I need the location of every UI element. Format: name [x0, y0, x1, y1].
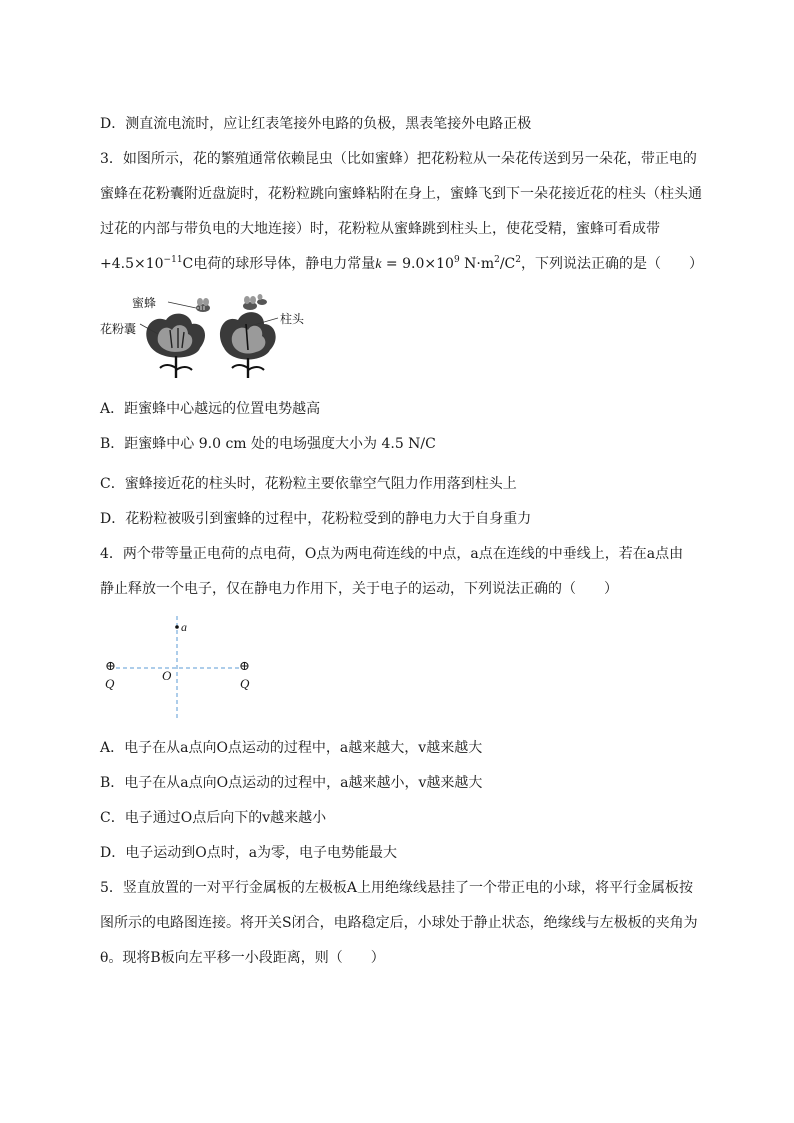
label-bee: 蜜蜂 [132, 296, 157, 310]
label-stigma: 柱头 [280, 312, 305, 326]
label-a: a [181, 620, 187, 634]
q3-stem-line4 [100, 254, 703, 275]
q3-k-symbol: k [375, 257, 382, 272]
q3-k-unit-exp: 2 [494, 255, 500, 265]
q4-charges-figure [100, 612, 260, 722]
q4-stem-line2: 静止释放一个电子，仅在静电力作用下，关于电子的运动，下列说法正确的（ ） [100, 581, 618, 597]
q3-k-unit2-exp: 2 [515, 255, 522, 265]
q3-stem-line1: 3．如图所示，花的繁殖通常依赖昆虫（比如蜜蜂）把花粉粒从一朵花传送到另一朵花，带正电的 [100, 151, 697, 167]
q3-stem-line4-text: C电荷的球形导体，静电力常量 [182, 256, 376, 272]
q4-option-a: A．电子在从a点向O点运动的过程中，a越来越大，v越来越大 [100, 740, 483, 756]
left-charge-icon: ⊕ [105, 659, 116, 674]
q3-option-c: C．蜜蜂接近花的柱头时，花粉粒主要依靠空气阻力作用落到柱头上 [100, 476, 517, 492]
q3-k-exponent: 9 [453, 255, 460, 265]
q3-option-d: D．花粉粒被吸引到蜜蜂的过程中，花粉粒受到的静电力大于自身重力 [100, 511, 532, 527]
label-O: O [162, 668, 172, 683]
q5-stem-line3: θ。现将B板向左平移一小段距离，则（ ） [100, 950, 385, 966]
q4-charges-svg [100, 612, 260, 722]
q3-option-b: B．距蜜蜂中心 9.0 cm 处的电场强度大小为 4.5 N/C [100, 436, 436, 452]
q3-flower-figure [100, 290, 320, 382]
q5-stem-line2: 图所示的电路图连接。将开关S闭合，电路稳定后，小球处于静止状态，绝缘线与左极板的夹角为 [100, 915, 698, 931]
right-bee-icon [243, 294, 267, 310]
q3-charge-value: +4.5×10 [100, 256, 164, 272]
left-bee-icon [196, 298, 210, 312]
left-flower-icon [146, 314, 205, 378]
q3-stem-line4-end: ，下列说法正确的是（ ） [521, 256, 704, 272]
q3-k-value: = 9.0×10 [381, 256, 454, 272]
q5-stem-line1: 5．竖直放置的一对平行金属板的左极板A上用绝缘线悬挂了一个带正电的小球，将平行金属板按 [100, 880, 694, 896]
q4-stem-line1: 4．两个带等量正电荷的点电荷，O点为两电荷连线的中点，a点在连线的中垂线上，若在a点由 [100, 546, 684, 562]
q4-option-b: B．电子在从a点向O点运动的过程中，a越来越小，v越来越大 [100, 775, 483, 791]
q3-stem-line2: 蜜蜂在花粉囊附近盘旋时，花粉粒跳向蜜蜂粘附在身上，蜜蜂飞到下一朵花接近花的柱头（柱头通 [100, 186, 702, 202]
label-q-left: Q [105, 676, 115, 691]
point-a [175, 625, 179, 629]
label-q-right: Q [240, 676, 250, 691]
q3-option-a: A．距蜜蜂中心越远的位置电势越高 [100, 401, 321, 417]
q3-charge-exponent: −11 [163, 255, 183, 265]
q3-k-unit: N·m [459, 256, 495, 272]
right-charge-icon: ⊕ [239, 659, 250, 674]
right-flower-icon [220, 312, 276, 378]
q3-stem-line3: 过花的内部与带负电的大地连接）时，花粉粒从蜜蜂跳到柱头上，使花受精，蜜蜂可看成带 [100, 221, 660, 237]
q2-option-d: D．测直流电流时，应让红表笔接外电路的负极，黑表笔接外电路正极 [100, 116, 532, 132]
label-anther: 花粉囊 [100, 322, 137, 336]
q3-k-unit2: /C [499, 256, 516, 272]
q4-option-d: D．电子运动到O点时，a为零，电子电势能最大 [100, 845, 398, 861]
q4-option-c: C．电子通过O点后向下的v越来越小 [100, 810, 327, 826]
